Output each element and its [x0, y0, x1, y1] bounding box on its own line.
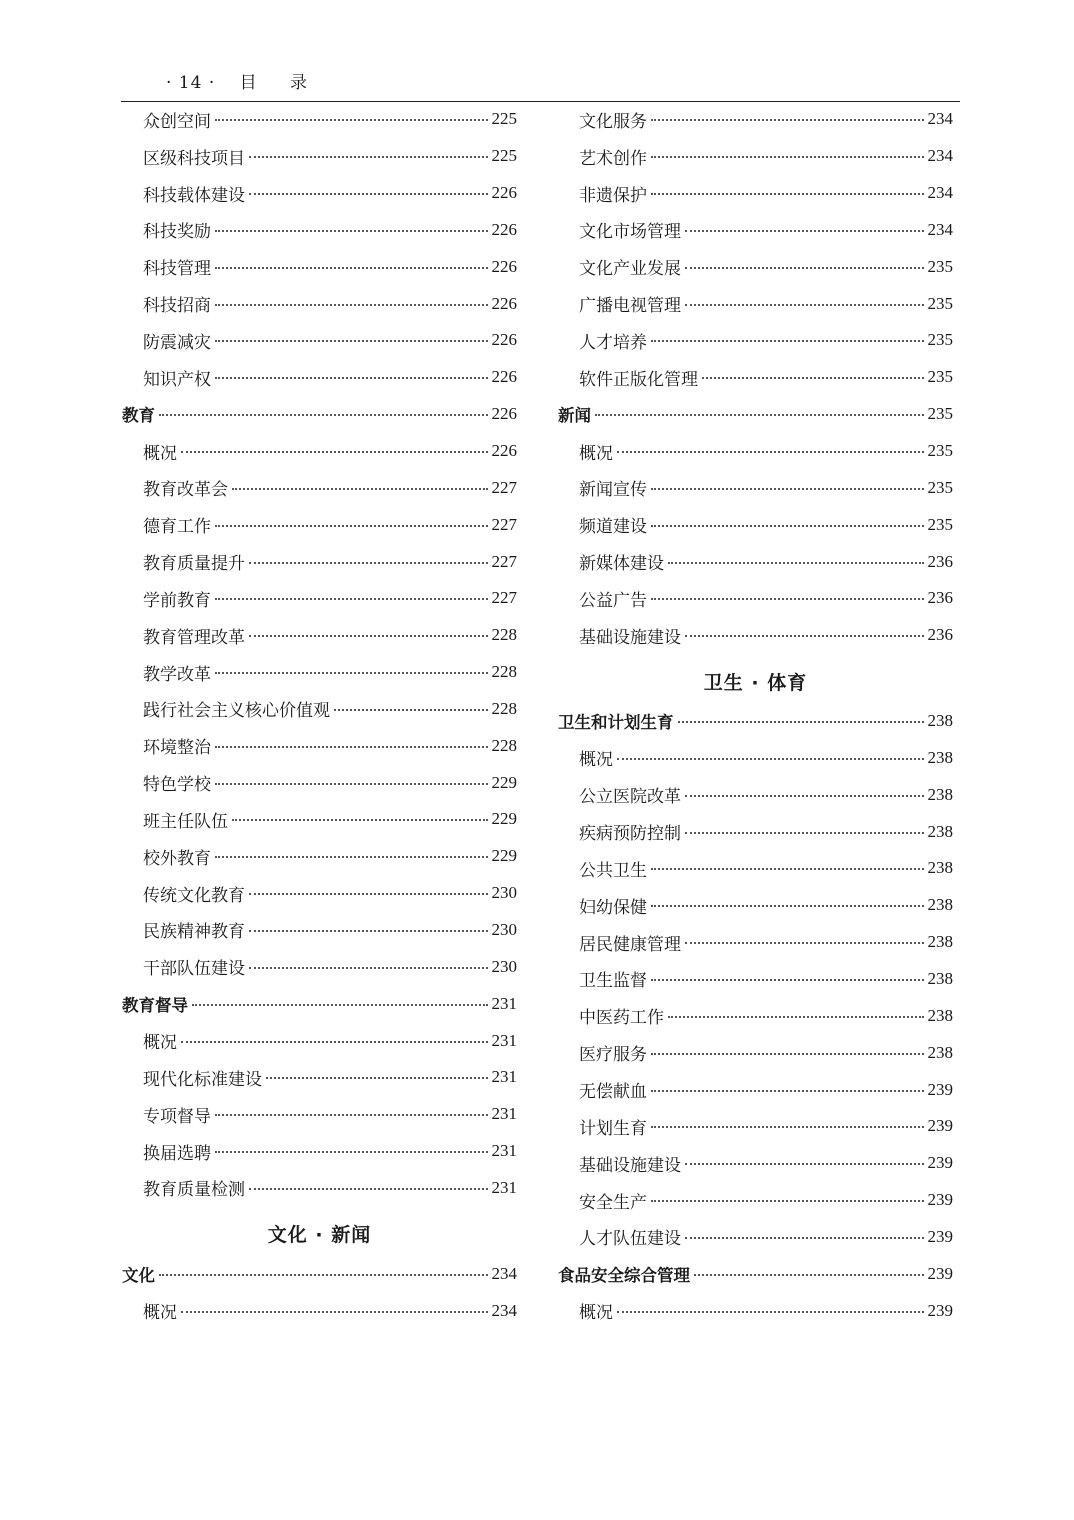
toc-sub-entry[interactable] [558, 359, 953, 396]
toc-sub-entry[interactable] [122, 801, 517, 838]
toc-page-number: 239 [927, 1116, 953, 1136]
toc-sub-entry[interactable] [558, 1071, 953, 1108]
toc-page-number: 229 [491, 772, 517, 792]
toc-entry-label: 文化服务 [579, 111, 647, 132]
toc-page-number: 226 [491, 219, 517, 239]
dot-leader [595, 414, 924, 416]
dot-leader [651, 868, 924, 870]
toc-sub-entry[interactable] [558, 543, 953, 580]
dot-leader [651, 1053, 924, 1055]
toc-entry-label: 教育改革会 [143, 480, 228, 501]
dot-leader [685, 832, 924, 834]
dot-leader [651, 119, 924, 121]
dot-leader [159, 1274, 488, 1276]
toc-sub-entry[interactable] [122, 1169, 517, 1206]
toc-entry-label: 广播电视管理 [579, 296, 681, 317]
toc-entry-label: 卫生监督 [579, 971, 647, 992]
toc-page-number: 239 [927, 1300, 953, 1320]
toc-page-number: 231 [491, 1067, 517, 1087]
section-heading: 卫生 · 体育 [703, 671, 808, 694]
toc-entry-label: 特色学校 [143, 775, 211, 796]
toc-entry-label: 科技奖励 [143, 222, 211, 243]
dot-leader [668, 1016, 924, 1018]
toc-entry-label: 教育管理改革 [143, 627, 245, 648]
toc-sub-entry[interactable] [122, 764, 517, 801]
toc-main-entry[interactable] [558, 1255, 953, 1292]
toc-entry-label: 基础设施建设 [579, 627, 681, 648]
dot-leader [215, 746, 488, 748]
toc-entry-label: 软件正版化管理 [579, 369, 698, 390]
toc-sub-entry[interactable] [558, 580, 953, 617]
toc-sub-entry[interactable] [558, 997, 953, 1034]
toc-page-number: 239 [927, 1226, 953, 1246]
toc-sub-entry[interactable] [122, 433, 517, 470]
toc-sub-entry[interactable] [558, 1218, 953, 1255]
toc-sub-entry[interactable] [558, 1108, 953, 1145]
toc-entry-label: 防震减灾 [143, 332, 211, 353]
toc-entry-label: 科技管理 [143, 259, 211, 280]
toc-sub-entry[interactable] [122, 875, 517, 912]
dot-leader [249, 562, 488, 564]
toc-entry-label: 知识产权 [143, 369, 211, 390]
toc-sub-entry[interactable] [558, 101, 953, 138]
dot-leader [181, 1311, 488, 1313]
toc-page-number: 227 [491, 588, 517, 608]
dot-leader [668, 562, 924, 564]
toc-entry-label: 妇幼保健 [579, 897, 647, 918]
toc-page-number: 227 [491, 551, 517, 571]
toc-page-number: 231 [491, 1104, 517, 1124]
toc-entry-label: 民族精神教育 [143, 922, 245, 943]
toc-entry-label: 教育质量提升 [143, 554, 245, 575]
dot-leader [617, 758, 924, 760]
toc-entry-label: 公益广告 [579, 590, 647, 611]
dot-leader [215, 304, 488, 306]
section-heading: 文化 · 新闻 [267, 1224, 372, 1247]
toc-entry-label: 概况 [143, 1303, 177, 1324]
toc-entry-label: 教育质量检测 [143, 1180, 245, 1201]
dot-leader [249, 1188, 488, 1190]
toc-page-number: 230 [491, 919, 517, 939]
dot-leader [215, 340, 488, 342]
dot-leader [249, 893, 488, 895]
dot-leader [192, 1004, 488, 1006]
dot-leader [685, 304, 924, 306]
toc-sub-entry[interactable] [122, 691, 517, 728]
toc-page-number: 229 [491, 809, 517, 829]
toc-sub-entry[interactable] [558, 285, 953, 322]
toc-entry-label: 基础设施建设 [579, 1155, 681, 1176]
toc-page-number: 235 [927, 477, 953, 497]
toc-entry-label: 概况 [579, 1303, 613, 1324]
toc-entry-label: 频道建设 [579, 517, 647, 538]
toc-entry-label: 人才队伍建设 [579, 1229, 681, 1250]
toc-sub-entry[interactable] [122, 543, 517, 580]
toc-sub-entry[interactable] [558, 961, 953, 998]
toc-main-entry[interactable] [558, 396, 953, 433]
toc-sub-entry[interactable] [122, 580, 517, 617]
toc-main-entry[interactable] [558, 703, 953, 740]
dot-leader [651, 979, 924, 981]
toc-entry-label: 无偿献血 [579, 1082, 647, 1103]
toc-sub-entry[interactable] [558, 322, 953, 359]
toc-page-number: 234 [927, 146, 953, 166]
toc-sub-entry[interactable] [122, 654, 517, 691]
toc-entry-label: 医疗服务 [579, 1045, 647, 1066]
toc-entry-label: 新闻 [558, 406, 591, 426]
toc-sub-entry[interactable] [122, 838, 517, 875]
toc-entry-label: 居民健康管理 [579, 934, 681, 955]
toc-right-column [558, 101, 953, 1329]
dot-leader [617, 1311, 924, 1313]
dot-leader [651, 340, 924, 342]
toc-entry-label: 校外教育 [143, 848, 211, 869]
toc-page-number: 234 [927, 183, 953, 203]
toc-page-number: 236 [927, 625, 953, 645]
toc-sub-entry[interactable] [558, 1145, 953, 1182]
dot-leader [685, 635, 924, 637]
toc-entry-label: 卫生和计划生育 [558, 713, 674, 733]
dot-leader [249, 967, 488, 969]
toc-page-number: 226 [491, 256, 517, 276]
dot-leader [215, 119, 488, 121]
dot-leader [249, 156, 488, 158]
dot-leader [694, 1274, 924, 1276]
dot-leader [685, 942, 924, 944]
toc-main-entry[interactable] [122, 1255, 517, 1292]
toc-page-number: 226 [491, 441, 517, 461]
header-title: 目 录 [239, 73, 322, 93]
dot-leader [181, 451, 488, 453]
toc-sub-entry[interactable] [558, 813, 953, 850]
toc-page-number: 230 [491, 956, 517, 976]
toc-page-number: 231 [491, 1177, 517, 1197]
dot-leader [651, 156, 924, 158]
toc-main-entry[interactable] [122, 985, 517, 1022]
toc-entry-label: 学前教育 [143, 590, 211, 611]
toc-entry-label: 新媒体建设 [579, 554, 664, 575]
toc-entry-label: 教育 [122, 406, 155, 426]
toc-page-number: 234 [927, 109, 953, 129]
toc-page-number: 238 [927, 711, 953, 731]
toc-entry-label: 班主任队伍 [143, 811, 228, 832]
dot-leader [266, 1077, 488, 1079]
toc-page-number: 235 [927, 514, 953, 534]
page-number: · 14 · [166, 73, 216, 93]
toc-page-number: 225 [491, 109, 517, 129]
toc-page-number: 235 [927, 330, 953, 350]
dot-leader [651, 525, 924, 527]
toc-sub-entry[interactable] [558, 506, 953, 543]
dot-leader [181, 1041, 488, 1043]
toc-page-number: 238 [927, 858, 953, 878]
dot-leader [651, 193, 924, 195]
toc-page-number: 235 [927, 367, 953, 387]
toc-page-number: 238 [927, 747, 953, 767]
toc-page-number: 238 [927, 821, 953, 841]
toc-entry-label: 文化产业发展 [579, 259, 681, 280]
toc-page-number: 239 [927, 1153, 953, 1173]
toc-sub-entry[interactable] [122, 1022, 517, 1059]
toc-entry-label: 概况 [143, 1033, 177, 1054]
toc-entry-label: 干部队伍建设 [143, 959, 245, 980]
toc-entry-label: 环境整治 [143, 738, 211, 759]
dot-leader [651, 905, 924, 907]
toc-page-number: 231 [491, 993, 517, 1013]
toc-entry-label: 区级科技项目 [143, 148, 245, 169]
toc-sub-entry[interactable] [558, 1034, 953, 1071]
toc-page-number: 239 [927, 1263, 953, 1283]
toc-page-number: 235 [927, 441, 953, 461]
toc-page-number: 229 [491, 846, 517, 866]
toc-sub-entry[interactable] [122, 1292, 517, 1329]
toc-entry-label: 中医药工作 [579, 1008, 664, 1029]
dot-leader [685, 1163, 924, 1165]
toc-sub-entry[interactable] [558, 175, 953, 212]
dot-leader [685, 267, 924, 269]
toc-entry-label: 安全生产 [579, 1192, 647, 1213]
toc-sub-entry[interactable] [558, 469, 953, 506]
toc-page-number: 226 [491, 367, 517, 387]
toc-sub-entry[interactable] [122, 469, 517, 506]
dot-leader [651, 598, 924, 600]
dot-leader [651, 1200, 924, 1202]
toc-page-number: 228 [491, 662, 517, 682]
toc-page-number: 234 [491, 1263, 517, 1283]
toc-page-number: 238 [927, 1042, 953, 1062]
dot-leader [215, 267, 488, 269]
toc-entry-label: 现代化标准建设 [143, 1069, 262, 1090]
toc-sub-entry[interactable] [122, 285, 517, 322]
dot-leader [249, 193, 488, 195]
toc-page-number: 236 [927, 588, 953, 608]
toc-entry-label: 非遗保护 [579, 185, 647, 206]
toc-page-number: 235 [927, 256, 953, 276]
toc-page-number: 238 [927, 1005, 953, 1025]
toc-entry-label: 计划生育 [579, 1118, 647, 1139]
dot-leader [215, 1114, 488, 1116]
toc-sub-entry[interactable] [558, 776, 953, 813]
toc-sub-entry[interactable] [558, 617, 953, 654]
toc-page-number: 235 [927, 404, 953, 424]
toc-sub-entry[interactable] [122, 359, 517, 396]
toc-left-column [122, 101, 517, 1329]
toc-sub-entry[interactable] [558, 1182, 953, 1219]
toc-sub-entry[interactable] [558, 1292, 953, 1329]
toc-sub-entry[interactable] [122, 1133, 517, 1170]
dot-leader [215, 672, 488, 674]
toc-sub-entry[interactable] [122, 948, 517, 985]
toc-entry-label: 公立医院改革 [579, 787, 681, 808]
toc-page-number: 230 [491, 883, 517, 903]
toc-entry-label: 科技载体建设 [143, 185, 245, 206]
toc-sub-entry[interactable] [122, 101, 517, 138]
toc-page-number: 226 [491, 404, 517, 424]
toc-entry-label: 换届选聘 [143, 1143, 211, 1164]
toc-page-number: 227 [491, 514, 517, 534]
toc-entry-label: 众创空间 [143, 111, 211, 132]
toc-entry-label: 文化市场管理 [579, 222, 681, 243]
toc-entry-label: 教育督导 [122, 995, 188, 1015]
dot-leader [249, 635, 488, 637]
toc-page-number: 231 [491, 1030, 517, 1050]
dot-leader [249, 930, 488, 932]
dot-leader [159, 414, 488, 416]
toc-sub-entry[interactable] [122, 212, 517, 249]
toc-sub-entry[interactable] [122, 1096, 517, 1133]
toc-entry-label: 人才培养 [579, 332, 647, 353]
toc-sub-entry[interactable] [122, 175, 517, 212]
dot-leader [232, 819, 488, 821]
toc-page-number: 234 [927, 219, 953, 239]
toc-entry-label: 德育工作 [143, 517, 211, 538]
toc-page-number: 238 [927, 968, 953, 988]
toc-page-number: 235 [927, 293, 953, 313]
toc-sub-entry[interactable] [558, 850, 953, 887]
toc-sub-entry[interactable] [122, 138, 517, 175]
dot-leader [702, 377, 924, 379]
toc-sub-entry[interactable] [558, 248, 953, 285]
toc-page-number: 225 [491, 146, 517, 166]
toc-page-number: 238 [927, 895, 953, 915]
toc-page-number: 228 [491, 698, 517, 718]
toc-entry-label: 教学改革 [143, 664, 211, 685]
page-header [166, 68, 321, 93]
toc-sub-entry[interactable] [558, 887, 953, 924]
dot-leader [678, 721, 924, 723]
toc-page-number: 226 [491, 293, 517, 313]
dot-leader [215, 525, 488, 527]
toc-entry-label: 新闻宣传 [579, 480, 647, 501]
dot-leader [651, 1126, 924, 1128]
toc-entry-label: 传统文化教育 [143, 885, 245, 906]
toc-page-number: 226 [491, 183, 517, 203]
dot-leader [334, 709, 488, 711]
toc-sub-entry[interactable] [122, 912, 517, 949]
toc-entry-label: 文化 [122, 1265, 155, 1285]
toc-main-entry[interactable] [122, 396, 517, 433]
toc-entry-label: 公共卫生 [579, 860, 647, 881]
toc-page-number: 231 [491, 1141, 517, 1161]
dot-leader [215, 598, 488, 600]
toc-page-number: 238 [927, 932, 953, 952]
toc-sub-entry[interactable] [122, 617, 517, 654]
toc-sub-entry[interactable] [558, 212, 953, 249]
dot-leader [617, 451, 924, 453]
toc-sub-entry[interactable] [558, 740, 953, 777]
dot-leader [215, 1151, 488, 1153]
dot-leader [215, 856, 488, 858]
dot-leader [685, 795, 924, 797]
toc-page-number: 238 [927, 784, 953, 804]
dot-leader [215, 230, 488, 232]
toc-sub-entry[interactable] [122, 727, 517, 764]
dot-leader [651, 488, 924, 490]
toc-page-number: 239 [927, 1190, 953, 1210]
dot-leader [215, 377, 488, 379]
dot-leader [651, 1090, 924, 1092]
toc-entry-label: 艺术创作 [579, 148, 647, 169]
toc-entry-label: 践行社会主义核心价值观 [143, 701, 330, 722]
toc-sub-entry[interactable] [122, 506, 517, 543]
toc-page-number: 228 [491, 735, 517, 755]
toc-entry-label: 专项督导 [143, 1106, 211, 1127]
toc-page-number: 228 [491, 625, 517, 645]
dot-leader [215, 783, 488, 785]
toc-entry-label: 科技招商 [143, 296, 211, 317]
toc-sub-entry[interactable] [558, 924, 953, 961]
dot-leader [232, 488, 488, 490]
toc-sub-entry[interactable] [558, 433, 953, 470]
toc-page-number: 239 [927, 1079, 953, 1099]
toc-page-number: 226 [491, 330, 517, 350]
toc-page-number: 236 [927, 551, 953, 571]
toc-sub-entry[interactable] [122, 248, 517, 285]
toc-sub-entry[interactable] [122, 1059, 517, 1096]
toc-entry-label: 食品安全综合管理 [558, 1265, 690, 1285]
dot-leader [685, 1237, 924, 1239]
toc-entry-label: 概况 [579, 750, 613, 771]
toc-entry-label: 疾病预防控制 [579, 824, 681, 845]
toc-sub-entry[interactable] [558, 138, 953, 175]
toc-entry-label: 概况 [579, 443, 613, 464]
dot-leader [685, 230, 924, 232]
toc-entry-label: 概况 [143, 443, 177, 464]
toc-page-number: 234 [491, 1300, 517, 1320]
toc-sub-entry[interactable] [122, 322, 517, 359]
toc-page-number: 227 [491, 477, 517, 497]
